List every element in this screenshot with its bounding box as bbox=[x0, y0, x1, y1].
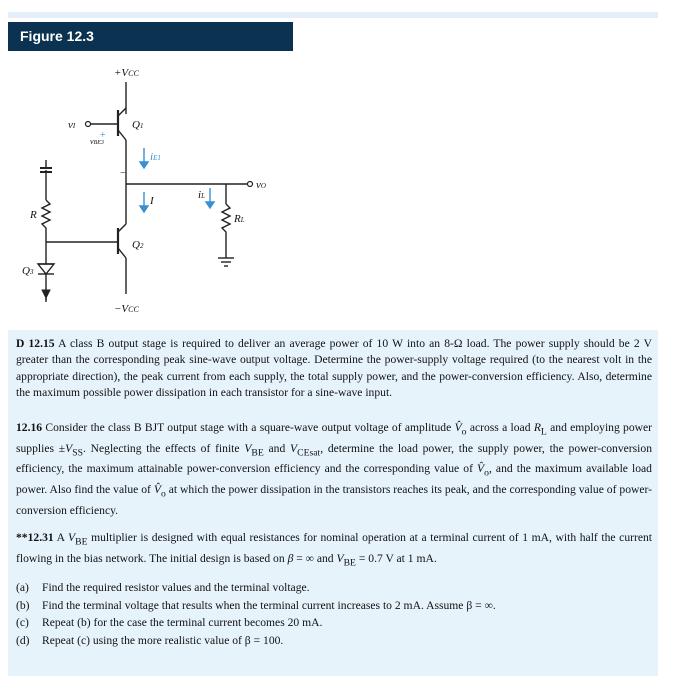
vbe3-label: vBE3 bbox=[90, 137, 104, 146]
problem-12-31: **12.31 A $V_{BE}$ multiplier is designed with equal resistances for nominal operation at a terminal current of 1 mA, with half the current flowing in the bias network. The initial design is based on β = ∞ and $V_{BE} = 0.7$ V at 1 mA. bbox=[16, 531, 653, 569]
problem-id: 12.16 bbox=[16, 421, 43, 434]
subpart-c: (c) Repeat (b) for the case the terminal current becomes 20 mA. bbox=[16, 616, 323, 629]
r-label: R bbox=[30, 209, 37, 221]
subpart-a: (a) Find the required resistor values and the terminal voltage. bbox=[16, 581, 310, 594]
plus-sign: + bbox=[100, 130, 106, 141]
il-label: iL bbox=[198, 189, 205, 201]
subpart-b: (b) Find the terminal voltage that results when the terminal current increases to 2 mA. Assume β = ∞. bbox=[16, 598, 496, 612]
vo-label: vO bbox=[256, 179, 266, 191]
rl-label: RL bbox=[234, 213, 245, 225]
problem-id: D 12.15 bbox=[16, 337, 55, 350]
circuit-diagram bbox=[8, 52, 308, 324]
q1-label: Q1 bbox=[132, 119, 144, 131]
q3-label: Q3 bbox=[22, 265, 34, 277]
problem-12-16: 12.16 Consider the class B BJT output stage with a square-wave output voltage of amplitude $V̂_o$ across a load $R_L$ and employing power supplies $\pm V_{SS}$. Neglecting the effects of finite $V_{BE}$ and $V_{CEsat}$, determine the load power, the supply power, the power-conversion efficiency, the maximum attainable power-conversion efficiency and the corresponding value of $V̂_o$, and the maximum available load power. Also find the value of $V̂_o$ at which the power dissipation in the transistors reaches its peak, and the corresponding value of power-conversion efficiency. bbox=[16, 421, 653, 517]
top-accent-bar bbox=[8, 12, 658, 18]
problem-id: **12.31 bbox=[16, 531, 54, 544]
bias-current-label: I bbox=[150, 195, 154, 207]
problem-text: A class B output stage is required to deliver an average power of 10 W into an 8-Ω load. The power supply should be 2 V greater than the corresponding peak sine-wave output voltage. Determine the power-supply voltage required (to the nearest volt in the appropriate direction), the peak current from each supply, the total supply power, and the power-conversion efficiency. Also, determine the maximum possible power dissipation in each transistor for a sine-wave input. bbox=[16, 337, 652, 400]
vcc-bottom-label: −VCC bbox=[114, 303, 139, 315]
figure-title: Figure 12.3 bbox=[8, 22, 293, 51]
vcc-top-label: +VCC bbox=[114, 67, 139, 79]
problem-d12-15 bbox=[16, 336, 652, 402]
subpart-d: (d) Repeat (c) using the more realistic value of β = 100. bbox=[16, 633, 284, 647]
minus-sign: − bbox=[120, 168, 126, 179]
subparts-list bbox=[16, 580, 652, 650]
q2-label: Q2 bbox=[132, 239, 144, 251]
vi-label: vI bbox=[68, 119, 76, 131]
ie1-label: iE1 bbox=[150, 151, 161, 163]
